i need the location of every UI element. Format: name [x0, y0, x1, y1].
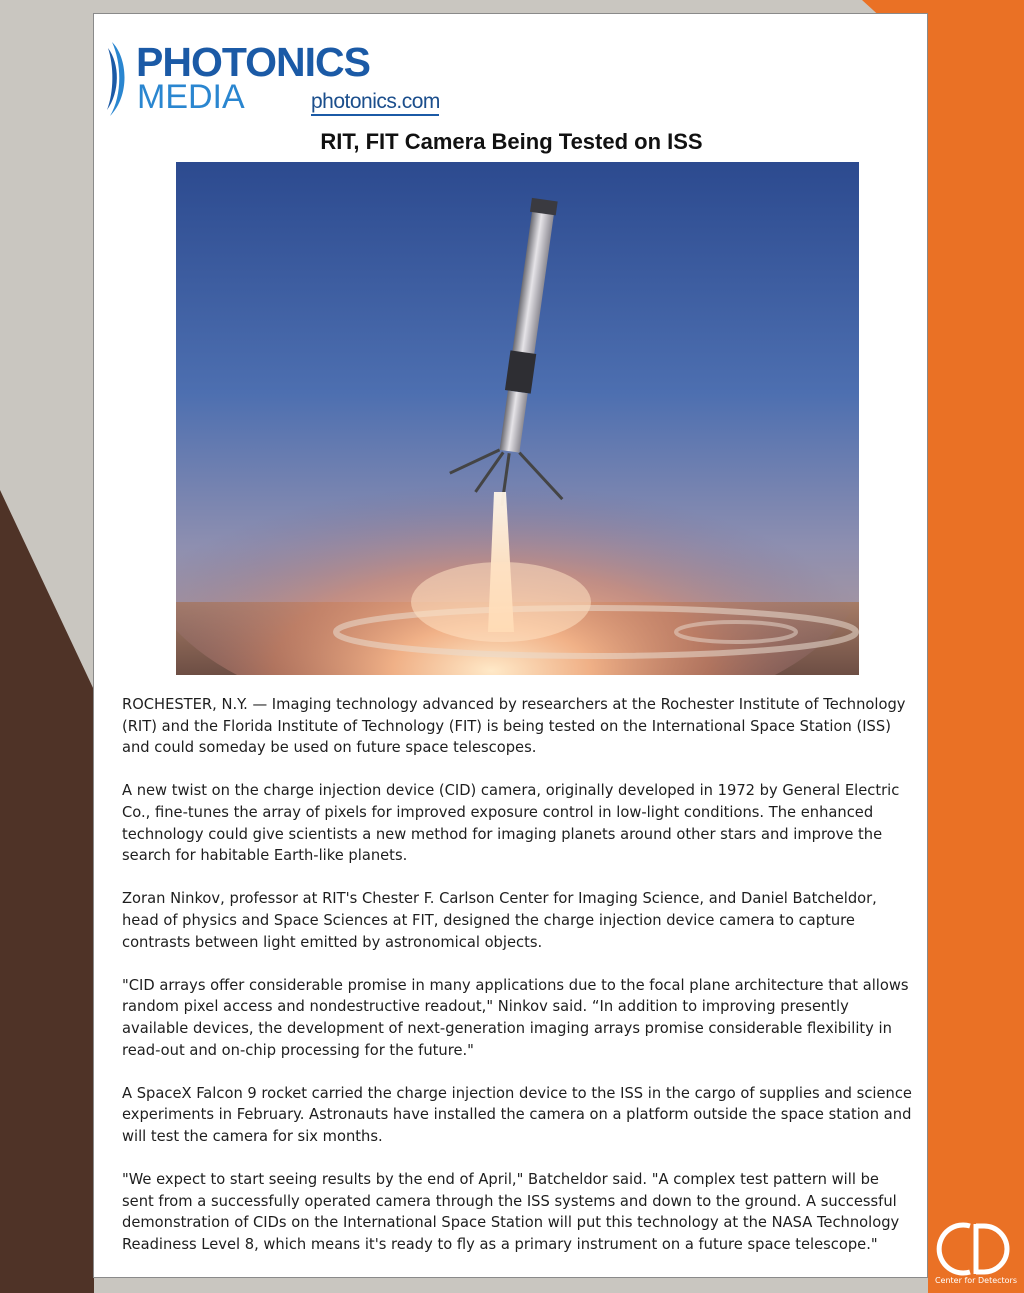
logo-underline: [311, 114, 439, 116]
article-card: [93, 13, 928, 1278]
article-paragraph: Zoran Ninkov, professor at RIT's Chester F. Carlson Center for Imaging Science, and Daniel Batcheldor, head of physics and Space Sciences at FIT, designed the charge injection device camera to capture contrasts between light emitted by astronomical objects.: [122, 890, 877, 951]
article-paragraph: A SpaceX Falcon 9 rocket carried the charge injection device to the ISS in the cargo of supplies and science experiments in February. Astronauts have installed the camera on a platform outside the space station and will test the camera for six months.: [122, 1084, 912, 1145]
article-paragraph: A new twist on the charge injection device (CID) camera, originally developed in 1972 by General Electric Co., fine-tunes the array of pixels for improved exposure control in low-light conditions. The enhanced technology could give scientists a new method for imaging planets around other stars and improve the search for habitable Earth-like planets.: [122, 782, 900, 865]
logo-swoosh-icon: [106, 40, 136, 118]
article-title: RIT, FIT Camera Being Tested on ISS: [320, 129, 703, 154]
photonics-media-logo[interactable]: [106, 40, 446, 118]
logo-site-text: photonics.com: [311, 90, 440, 113]
article-paragraph: "CID arrays offer considerable promise in many applications due to the focal plane architecture that allows random pixel access and nondestructive readout," Ninkov said. “In addition to improving presently available devices, the development of next-generation imaging arrays promise considerable flexibility in read-out and on-chip processing for the future.": [122, 976, 909, 1059]
logo-media-text: MEDIA: [137, 78, 245, 116]
article-paragraph: ROCHESTER, N.Y. — Imaging technology advanced by researchers at the Rochester Institute of Technology (RIT) and the Florida Institute of Technology (FIT) is being tested on the International Space Station (ISS) and could someday be used on future space telescopes.: [122, 696, 906, 757]
article-paragraph: "We expect to start seeing results by the end of April," Batcheldor said. "A complex test pattern will be sent from a successfully operated camera through the ISS systems and down to the ground. A successful demonstration of CIDs on the International Space Station will put this technology at the NASA Technology Readiness Level 8, which means it's ready to fly as a primary instrument on a future space telescope.": [122, 1171, 900, 1253]
logo-photonics-text: PHOTONICS: [136, 39, 370, 85]
cfd-caption: Center for Detectors: [934, 1276, 1018, 1285]
article-body: [122, 694, 912, 1277]
rocket-landing-photo: [176, 162, 859, 675]
